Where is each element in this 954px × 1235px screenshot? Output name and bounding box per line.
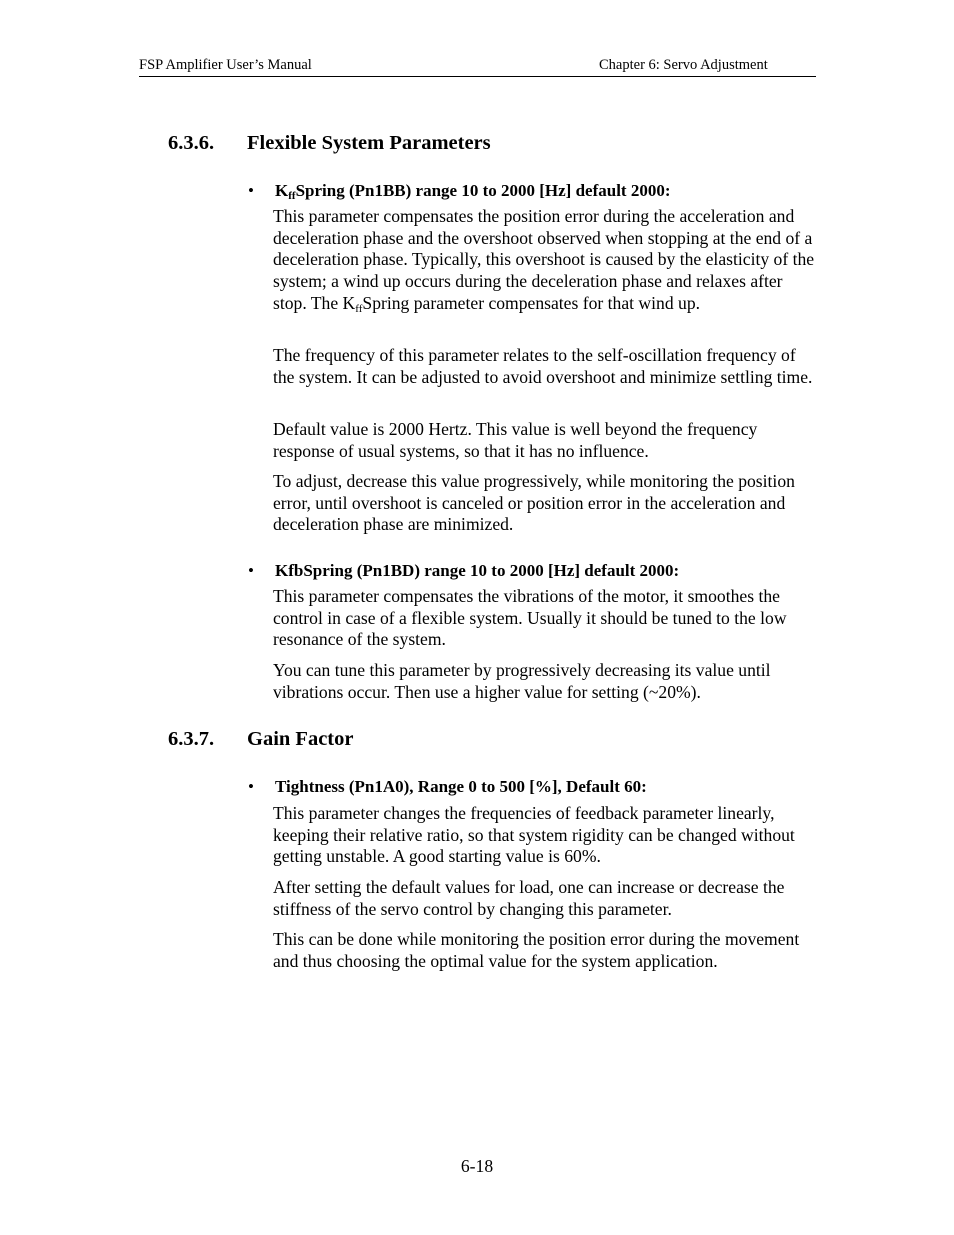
- kff-paragraph-1: [273, 206, 818, 315]
- bullet-icon: •: [248, 777, 254, 796]
- kfb-spring-bullet-heading: [248, 561, 679, 581]
- kff-label-prefix: K: [275, 181, 289, 200]
- section-637-heading: [168, 728, 353, 751]
- header-chapter-title: Chapter 6: Servo Adjustment: [599, 57, 768, 73]
- kff-label-rest: Spring (Pn1BB) range 10 to 2000 [Hz] default 2000:: [295, 181, 671, 200]
- bullet-icon: •: [248, 561, 254, 580]
- kfb-label: KfbSpring (Pn1BD) range 10 to 2000 [Hz] default 2000:: [275, 561, 680, 580]
- section-636-number: 6.3.6.: [168, 132, 215, 154]
- section-636-heading: [168, 132, 491, 155]
- kff-p1-subscript: ff: [355, 302, 363, 315]
- kff-p1-text-b: Spring parameter compensates for that wind up.: [362, 292, 701, 313]
- tightness-label: Tightness (Pn1A0), Range 0 to 500 [%], Default 60:: [275, 777, 647, 796]
- tightness-paragraph-1: This parameter changes the frequencies of feedback parameter linearly, keeping their relative ratio, so that system rigidity can be changed without getting unstable. A good starting value is 60%.: [273, 803, 795, 867]
- section-637-title: Gain Factor: [247, 728, 354, 750]
- kff-spring-bullet-heading: [248, 181, 671, 201]
- tightness-paragraph-3: This can be done while monitoring the position error during the movement and thus choosing the optimal value for the system application.: [273, 929, 800, 971]
- kff-paragraph-3: Default value is 2000 Hertz. This value is well beyond the frequency response of usual systems, so that it has no influence.: [273, 419, 758, 461]
- section-636-title: Flexible System Parameters: [247, 132, 491, 154]
- section-637-number: 6.3.7.: [168, 728, 215, 750]
- page-number: 6-18: [460, 1156, 494, 1176]
- bullet-icon: •: [248, 181, 254, 200]
- kff-p1-text-a: This parameter compensates the position error during the acceleration and deceleration phase and the overshoot observed when stopping at the end of a deceleration phase. Typically, this overshoot is caused by the elasticity of the system; a wind up occurs during the deceleration phase and relaxes after stop. The K: [273, 206, 815, 313]
- kfb-paragraph-1: This parameter compensates the vibrations of the motor, it smoothes the control in case of a flexible system. Usually it should be tuned to the low resonance of the system.: [273, 586, 787, 650]
- tightness-bullet-heading: [248, 777, 647, 797]
- page-header: [139, 56, 816, 77]
- kff-label-subscript: ff: [288, 190, 296, 202]
- kfb-paragraph-2: You can tune this parameter by progressively decreasing its value until vibrations occur. Then use a higher value for setting (~20%).: [273, 660, 771, 702]
- kff-paragraph-4: To adjust, decrease this value progressively, while monitoring the position error, until overshoot is canceled or position error in the acceleration and deceleration phase are minimized.: [273, 471, 795, 535]
- tightness-paragraph-2: After setting the default values for load, one can increase or decrease the stiffness of the servo control by changing this parameter.: [273, 877, 785, 919]
- header-manual-title: FSP Amplifier User’s Manual: [139, 57, 312, 73]
- kff-paragraph-2: The frequency of this parameter relates to the self-oscillation frequency of the system. It can be adjusted to avoid overshoot and minimize settling time.: [273, 345, 813, 387]
